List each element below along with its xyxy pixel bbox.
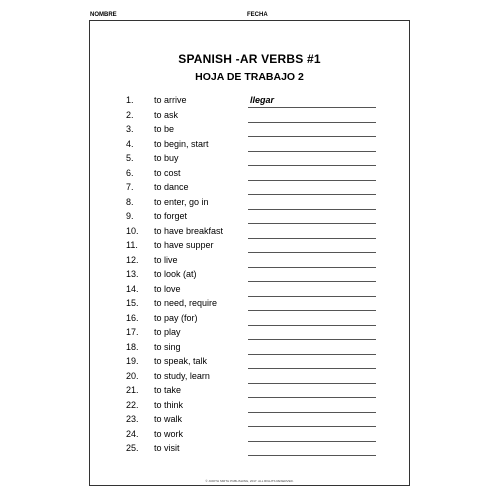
answer-blank[interactable] — [248, 252, 376, 253]
list-item — [90, 197, 409, 212]
english-verb: to pay (for) — [154, 312, 198, 323]
answer-text: llegar — [250, 95, 275, 105]
english-verb: to take — [154, 385, 182, 395]
item-number: 16. — [126, 312, 139, 323]
answer-blank[interactable] — [248, 383, 376, 384]
item-number: 9. — [126, 211, 134, 221]
list-item — [90, 226, 409, 241]
item-number: 15. — [126, 298, 139, 308]
list-item — [90, 443, 409, 458]
item-number: 3. — [126, 124, 134, 134]
item-number: 5. — [126, 153, 134, 163]
english-verb: to cost — [154, 167, 181, 178]
copyright-footer: © JUDITH SMITH PUBLISHING, 2017. ALL RIGHTS RESERVED. — [205, 479, 294, 483]
item-number: 14. — [126, 283, 139, 294]
list-item — [90, 168, 409, 183]
english-verb: to study, learn — [154, 370, 210, 381]
answer-blank[interactable] — [248, 107, 376, 108]
english-verb: to arrive — [154, 95, 187, 105]
english-verb: to think — [154, 399, 184, 410]
list-item — [90, 400, 409, 415]
english-verb: to play — [154, 327, 181, 337]
answer-blank[interactable] — [248, 238, 376, 239]
english-verb: to visit — [154, 443, 180, 453]
english-verb: to have supper — [154, 240, 214, 250]
answer-blank[interactable] — [248, 194, 376, 195]
list-item — [90, 342, 409, 357]
list-item — [90, 139, 409, 154]
english-verb: to forget — [154, 211, 188, 221]
english-verb: to live — [154, 254, 178, 265]
list-item — [90, 284, 409, 299]
name-label: NOMBRE — [90, 12, 117, 18]
answer-blank[interactable] — [248, 310, 376, 311]
english-verb: to be — [154, 124, 175, 134]
list-item — [90, 313, 409, 328]
english-verb: to walk — [154, 414, 183, 424]
list-item — [90, 385, 409, 400]
answer-blank[interactable] — [248, 441, 376, 442]
item-number: 10. — [126, 225, 139, 236]
item-number: 1. — [126, 95, 134, 105]
answer-blank[interactable] — [248, 136, 376, 137]
item-number: 8. — [126, 196, 134, 207]
answer-blank[interactable] — [248, 397, 376, 398]
item-number: 18. — [126, 341, 139, 352]
answer-blank[interactable] — [248, 223, 376, 224]
list-item — [90, 371, 409, 386]
answer-blank[interactable] — [248, 165, 376, 166]
answer-blank[interactable] — [248, 267, 376, 268]
item-number: 12. — [126, 254, 139, 265]
item-number: 7. — [126, 182, 134, 192]
item-number: 11. — [126, 240, 138, 250]
list-item — [90, 182, 409, 197]
english-verb: to enter, go in — [154, 196, 209, 207]
item-number: 4. — [126, 138, 134, 149]
english-verb: to begin, start — [154, 138, 209, 149]
item-number: 19. — [126, 356, 139, 366]
answer-blank[interactable] — [248, 339, 376, 340]
answer-blank[interactable] — [248, 281, 376, 282]
english-verb: to buy — [154, 153, 179, 163]
answer-blank[interactable] — [248, 209, 376, 210]
list-item — [90, 298, 409, 313]
item-number: 2. — [126, 109, 134, 120]
answer-blank[interactable] — [248, 296, 376, 297]
english-verb: to sing — [154, 341, 181, 352]
list-item — [90, 124, 409, 139]
item-number: 23. — [126, 414, 139, 424]
english-verb: to speak, talk — [154, 356, 208, 366]
answer-blank[interactable] — [248, 368, 376, 369]
list-item — [90, 110, 409, 125]
list-item — [90, 153, 409, 168]
worksheet-page — [89, 20, 410, 486]
list-item — [90, 429, 409, 444]
english-verb: to ask — [154, 109, 179, 120]
list-item — [90, 95, 409, 110]
list-item — [90, 211, 409, 226]
english-verb: to work — [154, 428, 184, 439]
english-verb: to have breakfast — [154, 225, 224, 236]
item-number: 6. — [126, 167, 134, 178]
item-number: 25. — [126, 443, 139, 453]
worksheet-title: SPANISH -AR VERBS #1 — [178, 52, 321, 66]
english-verb: to dance — [154, 182, 189, 192]
worksheet-subtitle: HOJA DE TRABAJO 2 — [195, 71, 304, 83]
answer-blank[interactable] — [248, 122, 376, 123]
item-number: 17. — [126, 327, 139, 337]
answer-blank[interactable] — [248, 412, 376, 413]
item-number: 13. — [126, 269, 139, 279]
answer-blank[interactable] — [248, 151, 376, 152]
english-verb: to look (at) — [154, 269, 197, 279]
list-item — [90, 240, 409, 255]
answer-blank[interactable] — [248, 180, 376, 181]
english-verb: to need, require — [154, 298, 218, 308]
answer-blank[interactable] — [248, 426, 376, 427]
list-item — [90, 356, 409, 371]
list-item — [90, 269, 409, 284]
list-item — [90, 414, 409, 429]
date-label: FECHA — [247, 12, 268, 18]
list-item — [90, 327, 409, 342]
item-number: 24. — [126, 428, 139, 439]
list-item — [90, 255, 409, 270]
english-verb: to love — [154, 283, 181, 294]
answer-blank[interactable] — [248, 455, 376, 456]
item-number: 21. — [126, 385, 139, 395]
item-number: 22. — [126, 399, 139, 410]
answer-blank[interactable] — [248, 325, 376, 326]
item-number: 20. — [126, 370, 139, 381]
answer-blank[interactable] — [248, 354, 376, 355]
